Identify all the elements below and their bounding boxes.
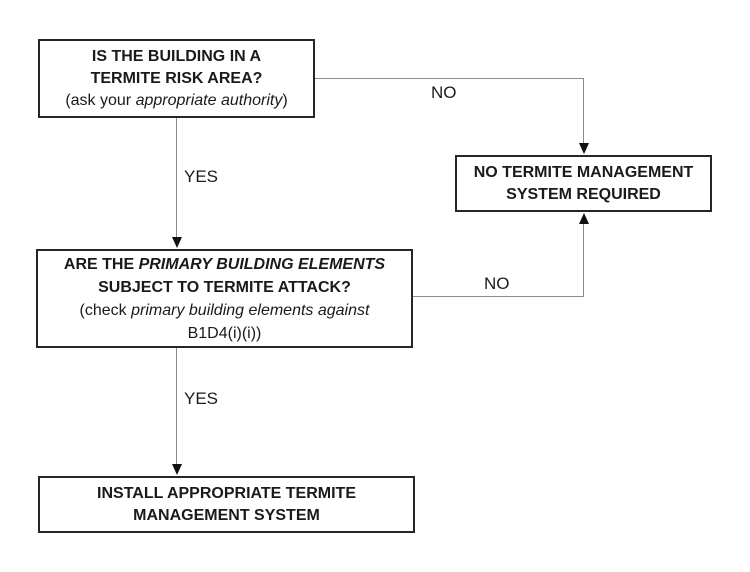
- note-text: ): [282, 91, 288, 109]
- box-note-line: [80, 299, 370, 322]
- box-heading-line: TERMITE RISK AREA?: [90, 69, 263, 87]
- arrowhead-down-icon: [172, 237, 182, 248]
- box-heading-line: MANAGEMENT SYSTEM: [133, 506, 320, 524]
- note-italic-text: appropriate authority: [135, 91, 283, 109]
- edge-label-yes: YES: [184, 389, 219, 408]
- connector-q2-no-vertical-line: [583, 224, 584, 296]
- edge-label-no: NO: [431, 83, 457, 102]
- arrowhead-down-icon: [172, 464, 182, 475]
- note-text: (check: [79, 301, 132, 319]
- result-box-install-system: [38, 476, 415, 533]
- heading-text: ARE THE: [63, 255, 139, 273]
- edge-label-no: NO: [484, 274, 510, 293]
- box-heading-line: INSTALL APPROPRIATE TERMITE: [97, 484, 356, 502]
- connector-q2-no-horizontal-line: [413, 296, 584, 297]
- box-heading-line: SUBJECT TO TERMITE ATTACK?: [98, 278, 351, 296]
- arrowhead-up-icon: [579, 213, 589, 224]
- box-note-line: [65, 90, 287, 112]
- box-heading-line: [64, 253, 385, 276]
- connector-q1-no-horizontal-line: [315, 78, 584, 79]
- note-text: (ask your: [65, 91, 136, 109]
- connector-q1-no-vertical-line: [583, 78, 584, 144]
- connector-q1-yes-line: [176, 118, 177, 238]
- edge-label-yes: YES: [184, 167, 219, 186]
- decision-box-primary-building-elements: [36, 249, 413, 348]
- box-note-line: B1D4(i)(i)): [187, 324, 262, 342]
- decision-box-termite-risk-area: [38, 39, 315, 118]
- box-heading-line: NO TERMITE MANAGEMENT: [473, 163, 694, 181]
- box-heading-line: SYSTEM REQUIRED: [506, 185, 661, 203]
- box-heading-line: IS THE BUILDING IN A: [91, 47, 262, 65]
- note-italic-text: primary building elements against: [131, 301, 370, 319]
- heading-italic-text: PRIMARY BUILDING ELEMENTS: [138, 255, 386, 273]
- arrowhead-down-icon: [579, 143, 589, 154]
- result-box-no-system-required: [455, 155, 712, 212]
- connector-q2-yes-line: [176, 348, 177, 465]
